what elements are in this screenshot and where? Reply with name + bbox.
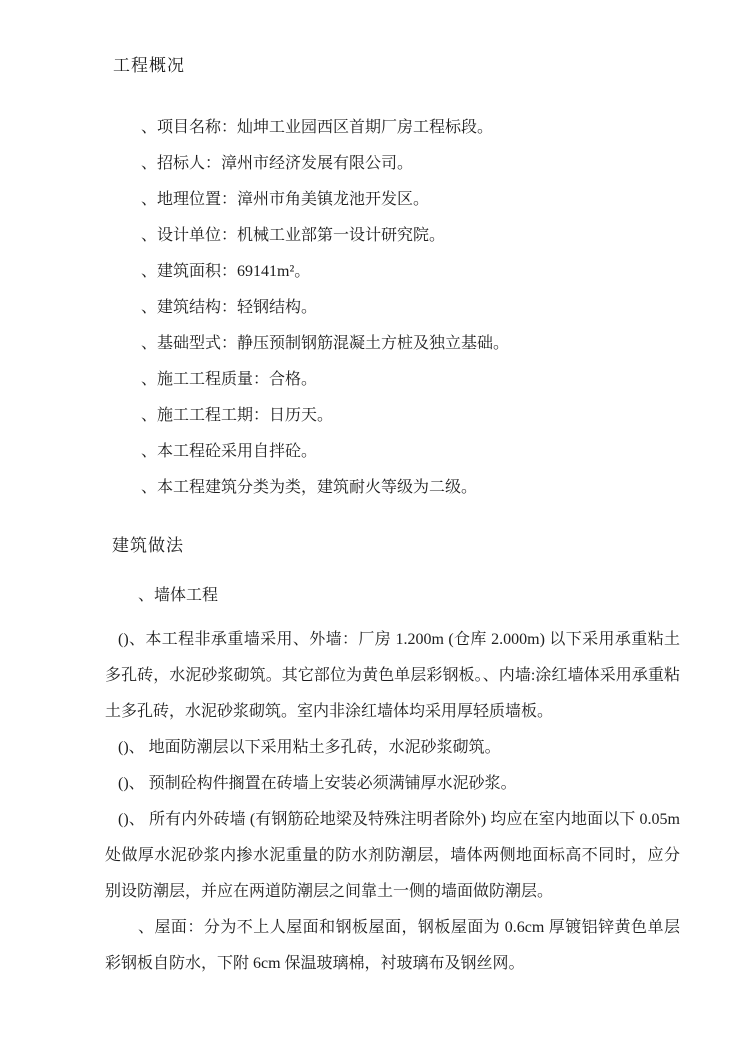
- overview-item-duration: 、施工工程工期：日历天。: [141, 407, 334, 424]
- overview-item-building-area: 、建筑面积：69141m²。: [141, 263, 311, 280]
- overview-item-tenderee: 、招标人：漳州市经济发展有限公司。: [141, 155, 414, 172]
- practices-paragraphs: [105, 622, 680, 982]
- overview-item-fire-rating: 、本工程建筑分类为类，建筑耐火等级为二级。: [141, 479, 478, 496]
- overview-item-concrete: 、本工程砼采用自拌砼。: [141, 443, 318, 460]
- paragraph-dampproof-course: ()、 地面防潮层以下采用粘土多孔砖，水泥砂浆砌筑。: [118, 739, 501, 756]
- overview-item-location: 、地理位置：漳州市角美镇龙池开发区。: [141, 191, 430, 208]
- overview-item-list: [105, 110, 680, 506]
- paragraph-precast-members: ()、 预制砼构件搁置在砖墙上安装必须满铺厚水泥砂浆。: [118, 775, 517, 792]
- overview-item-foundation-type: 、基础型式：静压预制钢筋混凝土方桩及独立基础。: [141, 335, 510, 352]
- overview-item-quality: 、施工工程质量：合格。: [141, 371, 318, 388]
- overview-title: 工程概况: [113, 56, 185, 75]
- wall-section-label: 、墙体工程: [138, 587, 219, 604]
- paragraph-roofing: 、屋面：分为不上人屋面和钢板屋面，钢板屋面为 0.6cm 厚镀铝锌黄色单层彩钢板自防水，下附 6cm 保温玻璃棉，衬玻璃布及钢丝网。: [105, 919, 680, 972]
- paragraph-brick-walls: ()、 所有内外砖墙 (有钢筋砼地梁及特殊注明者除外) 均应在室内地面以下 0.05m 处做厚水泥砂浆内掺水泥重量的防水剂防潮层，墙体两侧地面标高不同时，应分别设防潮层，并应在两道防潮层之间靠土一侧的墙面做防潮层。: [105, 811, 680, 900]
- overview-item-structure: 、建筑结构：轻钢结构。: [141, 299, 318, 316]
- paragraph-nonbearing-walls: ()、本工程非承重墙采用、外墙：厂房 1.200m (仓库 2.000m) 以下采用承重粘土多孔砖，水泥砂浆砌筑。其它部位为黄色单层彩钢板。、内墙:涂红墙体采用承重粘土多孔砖，水泥砂浆砌筑。室内非涂红墙体均采用厚轻质墙板。: [105, 631, 680, 720]
- overview-item-project-name: 、项目名称：灿坤工业园西区首期厂房工程标段。: [141, 119, 494, 136]
- overview-item-design-unit: 、设计单位：机械工业部第一设计研究院。: [141, 227, 446, 244]
- practices-title: 建筑做法: [112, 536, 184, 555]
